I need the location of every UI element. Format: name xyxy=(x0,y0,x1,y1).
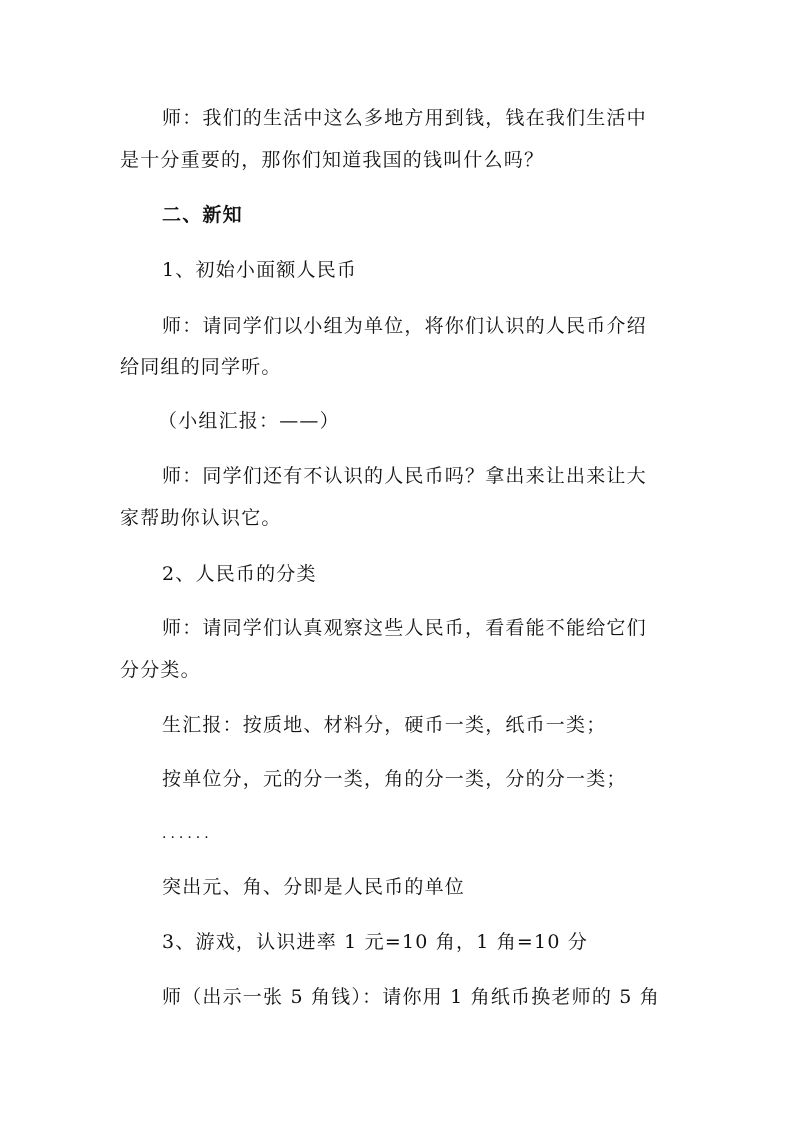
paragraph-line: 家帮助你认识它。 xyxy=(120,507,282,529)
paragraph-line: 师：我们的生活中这么多地方用到钱，钱在我们生活中 xyxy=(162,107,647,129)
paragraph-line: 分分类。 xyxy=(120,659,201,681)
subsection-heading: 3、游戏，认识进率 1 元=10 角，1 角=10 分 xyxy=(162,931,589,953)
paragraph-line: 师：同学们还有不认识的人民币吗？拿出来让出来让大 xyxy=(162,465,647,487)
paragraph-line: （小组汇报：——） xyxy=(158,410,340,432)
ellipsis-line: ······ xyxy=(162,830,213,846)
subsection-heading: 1、初始小面额人民币 xyxy=(162,259,358,281)
section-heading: 二、新知 xyxy=(162,204,243,226)
paragraph-line: 师（出示一张 5 角钱）：请你用 1 角纸币换老师的 5 角 xyxy=(162,986,661,1008)
paragraph-line: 按单位分，元的分一类，角的分一类，分的分一类； xyxy=(162,768,627,790)
paragraph-line: 师：请同学们以小组为单位，将你们认识的人民币介绍 xyxy=(162,315,647,337)
paragraph-line: 给同组的同学听。 xyxy=(120,356,282,378)
paragraph-line: 突出元、角、分即是人民币的单位 xyxy=(162,876,466,898)
paragraph-line: 是十分重要的，那你们知道我国的钱叫什么吗？ xyxy=(120,149,545,171)
paragraph-line: 生汇报：按质地、材料分，硬币一类，纸币一类； xyxy=(162,714,607,736)
paragraph-line: 师：请同学们认真观察这些人民币，看看能不能给它们 xyxy=(162,617,647,639)
subsection-heading: 2、人民币的分类 xyxy=(162,563,317,585)
